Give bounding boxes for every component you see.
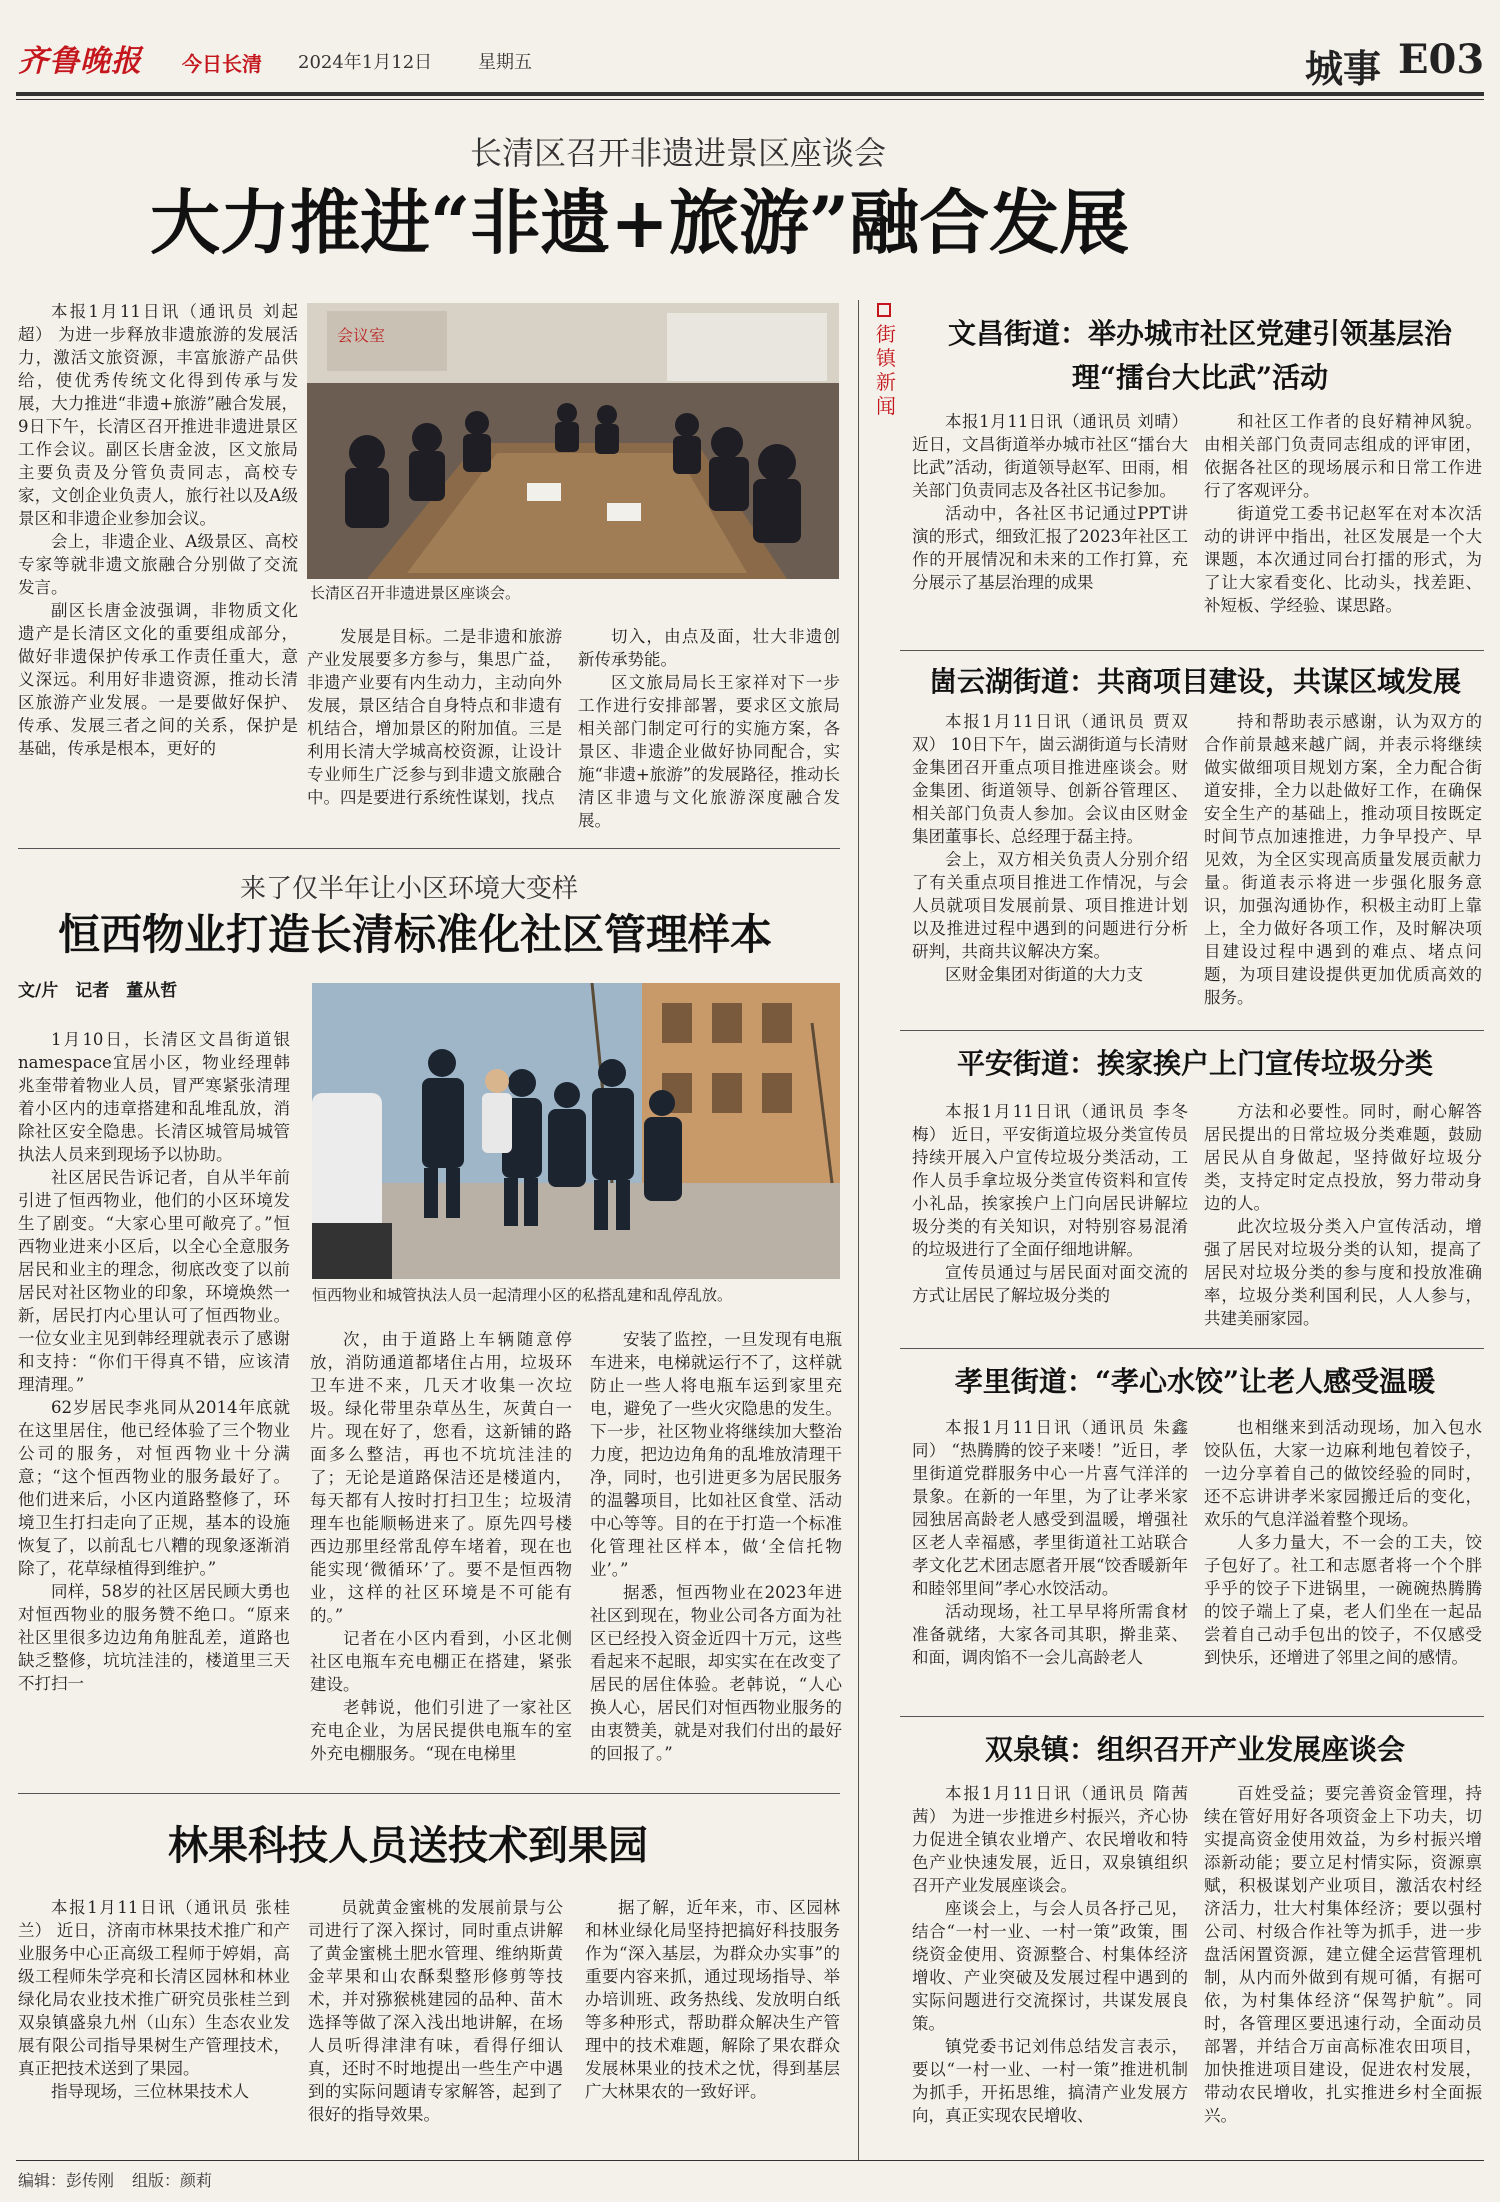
paragraph: 持和帮助表示感谢，认为双方的合作前景越来越广阔，并表示将继续做实做细项目规划方案，全力配合街道安排，全力以赴做好工作，在确保安全生产的基础上，推动项目按既定时间节点加速推进，力争早投产、早见效，为全区实现高质量发展贡献力量。街道表示将进一步强化服务意识，加强沟通协作，积极主动盯上靠上，全力做好各项工作，及时解决项目建设过程中遇到的难点、堵点问题，为项目建设提供更加优质高效的服务。 [1204, 712, 1482, 1007]
paragraph: 会上，双方相关负责人分别介绍了有关重点项目推进工作情况，与会人员就项目发展前景、项目推进计划以及推进过程中遇到的问题进行分析研判，共商共议解决方案。 [912, 850, 1188, 961]
street-news-headline: 文昌街道：举办城市社区党建引领基层治理“擂台大比武”活动 [947, 317, 1452, 394]
article1-col1 [18, 300, 298, 835]
issue-date: 2024年1月12日 [298, 52, 433, 73]
section-tag: 今日长清 [182, 52, 262, 76]
article-divider [18, 848, 840, 849]
article2-headline: 恒西物业打造长清标准化社区管理样本 [58, 910, 773, 959]
street-news-col2 [1204, 410, 1482, 642]
article1-photo-caption: 长清区召开非遗进景区座谈会。 [310, 584, 521, 602]
street-news-col1 [912, 1782, 1188, 2152]
footer-editor: 编辑：彭传刚 [18, 2171, 115, 2190]
paragraph: 记者在小区内看到，小区北侧社区电瓶车充电棚正在搭建，紧张建设。 [310, 1629, 572, 1694]
column-divider [858, 300, 859, 2160]
article2-kicker: 来了仅半年让小区环境大变样 [240, 874, 579, 904]
paragraph: 人多力量大，不一会的工夫，饺子包好了。社工和志愿者将一个个胖乎乎的饺子下进锅里，一碗碗热腾腾的饺子端上了桌，老人们坐在一起品尝着自己动手包出的饺子，不仅感受到快乐，还增进了邻里之间的感情。 [1204, 1533, 1482, 1667]
street-news-headline: 双泉镇：组织召开产业发展座谈会 [984, 1733, 1405, 1766]
article1-col3 [578, 625, 840, 835]
article-divider [18, 1793, 840, 1794]
article3-col2 [308, 1896, 563, 2146]
paragraph: 1月10日，长清区文昌街道银namespace宜居小区，物业经理韩兆奎带着物业人员，冒严寒紧张清理着小区内的违章搭建和乱堆乱放，消除社区安全隐患。长清区城管局城管执法人员来到现场予以协助。 [18, 1030, 290, 1164]
footer-rule [16, 2160, 1484, 2161]
page-number: E03 [1398, 36, 1485, 83]
section-marker-icon [877, 303, 891, 317]
paragraph: 区文旅局局长王家祥对下一步工作进行安排部署，要求区文旅局相关部门制定可行的实施方案，各景区、非遗企业做好协同配合，实施“非遗+旅游”的发展路径，推动长清区非遗与文化旅游深度融合发展。 [578, 673, 840, 830]
footer-layout: 组版：颜莉 [132, 2171, 213, 2190]
page-section-title: 城事 [1305, 46, 1382, 91]
street-news-label: 街 镇 新 闻 [876, 322, 896, 418]
paragraph: 和社区工作者的良好精神风貌。由相关部门负责同志组成的评审团，依据各社区的现场展示和日常工作进行了客观评分。 [1204, 412, 1482, 500]
paragraph: 副区长唐金波强调，非物质文化遗产是长清区文化的重要组成部分，做好非遗保护传承工作责任重大，意义深远。利用好非遗资源，推动长清区旅游产业发展。一是要做好保护、传承、发展三者之间的关系，保护是基础，传承是根本，更好的 [18, 601, 298, 758]
street-news-headline: 平安街道：挨家挨户上门宣传垃圾分类 [956, 1047, 1433, 1080]
article2-col2 [310, 1328, 572, 1780]
street-news-headline: 孝里街道：“孝心水饺”让老人感受温暖 [954, 1365, 1436, 1398]
paragraph: 会上，非遗企业、A级景区、高校专家等就非遗文旅融合分别做了交流发言。 [18, 532, 298, 597]
street-news-col2 [1204, 1782, 1482, 2152]
paragraph: 区财金集团对街道的大力支 [945, 965, 1143, 984]
paragraph: 此次垃圾分类入户宣传活动，增强了居民对垃圾分类的认知，提高了居民对垃圾分类的参与度和投放准确率，垃圾分类利国利民，人人参与，共建美丽家园。 [1204, 1217, 1482, 1328]
item-divider [900, 1030, 1484, 1031]
article1-kicker: 长清区召开非遗进景区座谈会 [470, 134, 887, 172]
paragraph: 老韩说，他们引进了一家社区充电企业，为居民提供电瓶车的室外充电棚服务。“现在电梯里 [310, 1698, 572, 1763]
street-news-col1 [912, 1416, 1188, 1708]
paragraph: 切入，由点及面，壮大非遗创新传承势能。 [578, 627, 840, 669]
paragraph: 活动中，各社区书记通过PPT讲演的形式，细致汇报了2023年社区工作的开展情况和未来的工作打算，充分展示了基层治理的成果 [912, 504, 1188, 592]
paragraph: 方法和必要性。同时，耐心解答居民提出的日常垃圾分类难题，鼓励居民从自身做起，坚持做好垃圾分类，支持定时定点投放，努力带动身边的人。 [1204, 1102, 1482, 1213]
article1-photo [307, 303, 839, 579]
paragraph: 本报1月11日讯（通讯员 刘晴） 近日，文昌街道举办城市社区“擂台大比武”活动，街道领导赵军、田雨，相关部门负责同志及各社区书记参加。 [912, 412, 1188, 500]
article2-photo [312, 983, 840, 1279]
paragraph: 本报1月11日讯（通讯员 李冬梅） 近日，平安街道垃圾分类宣传员持续开展入户宣传垃圾分类活动，工作人员手拿垃圾分类宣传资料和宣传小礼品，挨家挨户上门向居民讲解垃圾分类的有关知识，对特别容易混淆的垃圾进行了全面仔细地讲解。 [912, 1102, 1188, 1259]
paragraph: 镇党委书记刘伟总结发言表示，要以“一村一业、一村一策”推进机制为抓手，开拓思维，搞清产业发展方向，真正实现农民增收、 [912, 2037, 1188, 2125]
paragraph: 安装了监控，一旦发现有电瓶车进来，电梯就运行不了，这样就防止一些人将电瓶车运到家里充电，避免了一些火灾隐患的发生。下一步，社区物业将继续加大整治力度，把边边角角的乱堆放清理干净，同时，也引进更多为居民服务的温馨项目，比如社区食堂、活动中心等等。目的在于打造一个标准化管理社区样本，做‘全信托物业’。” [590, 1330, 842, 1579]
item-divider [900, 1348, 1484, 1349]
article2-photo-caption: 恒西物业和城管执法人员一起清理小区的私搭乱建和乱停乱放。 [312, 1286, 733, 1304]
newspaper-logo: 齐鲁晚报 [18, 44, 142, 79]
paragraph: 社区居民告诉记者，自从半年前引进了恒西物业，他们的小区环境发生了剧变。“大家心里可敞亮了。”恒西物业进来小区后，以全心全意服务居民和业主的理念，彻底改变了以前居民对社区物业的印象，环境焕然一新，居民打内心里认可了恒西物业。一位女业主见到韩经理就表示了感谢和支持：“你们干得真不错，应该清理清理。” [18, 1168, 290, 1394]
street-news-col2 [1204, 1416, 1482, 1708]
street-news-col1 [912, 410, 1188, 642]
paragraph: 员就黄金蜜桃的发展前景与公司进行了深入探讨，同时重点讲解了黄金蜜桃土肥水管理、维纳斯黄金苹果和山农酥梨整形修剪等技术，并对猕猴桃建园的品种、苗木选择等做了深入浅出地讲解，在场人员听得津津有味，看得仔细认真，还时不时地提出一些生产中遇到的实际问题请专家解答，起到了很好的指导效果。 [308, 1898, 563, 2124]
article3-col1 [18, 1896, 290, 2146]
header-rule-thin [16, 99, 1484, 100]
item-divider [900, 1716, 1484, 1717]
article1-headline: 大力推进“非遗+旅游”融合发展 [150, 181, 1130, 264]
street-news-col1 [912, 1100, 1188, 1338]
paragraph: 活动现场，社工早早将所需食材准备就绪，大家各司其职，擀韭菜、和面，调肉馅不一会儿高龄老人 [912, 1602, 1188, 1667]
article2-byline: 文/片 记者 董从哲 [18, 981, 178, 1001]
paragraph: 发展是目标。二是非遗和旅游产业发展要多方参与，集思广益，非遗产业要有内生动力，主动向外发展，景区结合自身特点和非遗有机结合，增加景区的附加值。三是利用长清大学城高校资源，让设计专业师生广泛参与到非遗文旅融合中。四是要进行系统性谋划，找点 [307, 627, 562, 807]
article2-col1 [18, 1028, 290, 1780]
article2-col3 [590, 1328, 842, 1780]
paragraph: 据悉，恒西物业在2023年进社区到现在，物业公司各方面为社区已经投入资金近四十万元，这些看起来不起眼，却实实在在改变了居民的居住体验。老韩说，“人心换人心，居民们对恒西物业服务的由衷赞美，就是对我们付出的最好的回报了。” [590, 1583, 842, 1763]
paragraph: 也相继来到活动现场，加入包水饺队伍，大家一边麻利地包着饺子，一边分享着自己的做饺经验的同时，还不忘讲讲孝米家园搬迁后的变化，欢乐的气息洋溢着整个现场。 [1204, 1418, 1482, 1529]
paragraph: 百姓受益；要完善资金管理，持续在管好用好各项资金上下功夫，切实提高资金使用效益，为乡村振兴增添新动能；要立足村情实际，资源禀赋，积极谋划产业项目，激活农村经济活力，壮大村集体经济；要以强村公司、村级合作社等为抓手，进一步盘活闲置资源，建立健全运营管理机制，从内而外做到有规可循，有据可依，为村集体经济“保驾护航”。同时，各管理区要迅速行动，全面动员部署，并结合万亩高标准农田项目，加快推进项目建设，促进农村发展，带动农民增收，扎实推进乡村全面振兴。 [1204, 1784, 1482, 2125]
paragraph: 本报1月11日讯（通讯员 隋茜茜） 为进一步推进乡村振兴，齐心协力促进全镇农业增产、农民增收和特色产业快速发展，近日，双泉镇组织召开产业发展座谈会。 [912, 1784, 1188, 1895]
paragraph: 62岁居民李兆同从2014年底就在这里居住，他已经体验了三个物业公司的服务，对恒西物业十分满意；“这个恒西物业的服务最好了。他们进来后，小区内道路整修了，环境卫生打扫走向了正规，基本的设施恢复了，以前乱七八糟的现象逐渐消除了，花草绿植得到维护。” [18, 1398, 290, 1578]
header-rule [16, 92, 1484, 96]
paragraph: 次，由于道路上车辆随意停放，消防通道都堵住占用，垃圾环卫车进不来，几天才收集一次垃圾。绿化带里杂草丛生，灰黄白一片。现在好了，您看，这新铺的路面多么整洁，再也不坑坑洼洼的了；无论是道路保洁还是楼道内，每天都有人按时打扫卫生；垃圾清理车也能顺畅进来了。原先四号楼西边那里经常乱停车堵着，现在也能实现‘微循环’了。要不是恒西物业，这样的社区环境是不可能有的。” [310, 1330, 572, 1625]
article3-col3 [585, 1896, 840, 2146]
paragraph: 同样，58岁的社区居民顾大勇也对恒西物业的服务赞不绝口。“原来社区里很多边边角角脏乱差，道路也缺乏整修，坑坑洼洼的，楼道里三天不打扫一 [18, 1582, 290, 1693]
paragraph: 本报1月11日讯（通讯员 张桂兰） 近日，济南市林果技术推广和产业服务中心正高级工程师于婷娟，高级工程师朱学亮和长清区园林和林业绿化局农业技术推广研究员张桂兰到双泉镇盛泉九州（山东）生态农业发展有限公司指导果树生产管理技术，真正把技术送到了果园。 [18, 1898, 290, 2078]
article3-headline: 林果科技人员送技术到果园 [168, 1822, 648, 1869]
paragraph: 指导现场，三位林果技术人 [51, 2082, 249, 2101]
street-news-headline: 崮云湖街道：共商项目建设，共谋区域发展 [928, 665, 1461, 698]
paragraph: 街道党工委书记赵军在对本次活动的讲评中指出，社区发展是一个大课题，本次通过同台打擂的形式，为了让大家看变化、比动头，找差距、补短板、学经验、谋思路。 [1204, 504, 1482, 615]
svg-text:会议室: 会议室 [337, 326, 386, 345]
paragraph: 本报1月11日讯（通讯员 刘起超） 为进一步释放非遗旅游的发展活力，激活文旅资源，丰富旅游产品供给，使优秀传统文化得到传承与发展，大力推进“非遗+旅游”融合发展，9日下午，长清区召开推进非遗进景区工作会议。副区长唐金波，区文旅局主要负责及分管负责同志，高校专家，文创企业负责人，旅行社以及A级景区和非遗企业参加会议。 [18, 302, 298, 528]
issue-weekday: 星期五 [478, 52, 532, 73]
street-news-col2 [1204, 710, 1482, 1022]
item-divider [900, 650, 1484, 651]
street-news-col1 [912, 710, 1188, 1022]
paragraph: 座谈会上，与会人员各抒己见，结合“一村一业、一村一策”政策，围绕资金使用、资源整合、村集体经济增收、产业突破及发展过程中遇到的实际问题进行交流探讨，共谋发展良策。 [912, 1899, 1188, 2033]
street-news-col2 [1204, 1100, 1482, 1338]
paragraph: 据了解，近年来，市、区园林和林业绿化局坚持把搞好科技服务作为“深入基层，为群众办实事”的重要内容来抓，通过现场指导、举办培训班、政务热线、发放明白纸等多种形式，帮助群众解决生产管理中的技术难题，解除了果农群众发展林果业的技术之忧，得到基层广大林果农的一致好评。 [585, 1898, 840, 2101]
paragraph: 宣传员通过与居民面对面交流的方式让居民了解垃圾分类的 [912, 1263, 1188, 1305]
paragraph: 本报1月11日讯（通讯员 贾双双） 10日下午，崮云湖街道与长清财金集团召开重点项目推进座谈会。财金集团、街道领导、创新谷管理区、相关部门负责人参加。会议由区财金集团董事长、总经理于磊主持。 [912, 712, 1188, 846]
paragraph: 本报1月11日讯（通讯员 朱鑫同） “热腾腾的饺子来喽！”近日，孝里街道党群服务中心一片喜气洋洋的景象。在新的一年里，为了让孝米家园独居高龄老人感受到温暖，增强社区老人幸福感，孝里街道社工站联合孝文化艺术团志愿者开展“饺香暖新年 和睦邻里间”孝心水饺活动。 [912, 1418, 1188, 1598]
article1-col2 [307, 625, 562, 835]
